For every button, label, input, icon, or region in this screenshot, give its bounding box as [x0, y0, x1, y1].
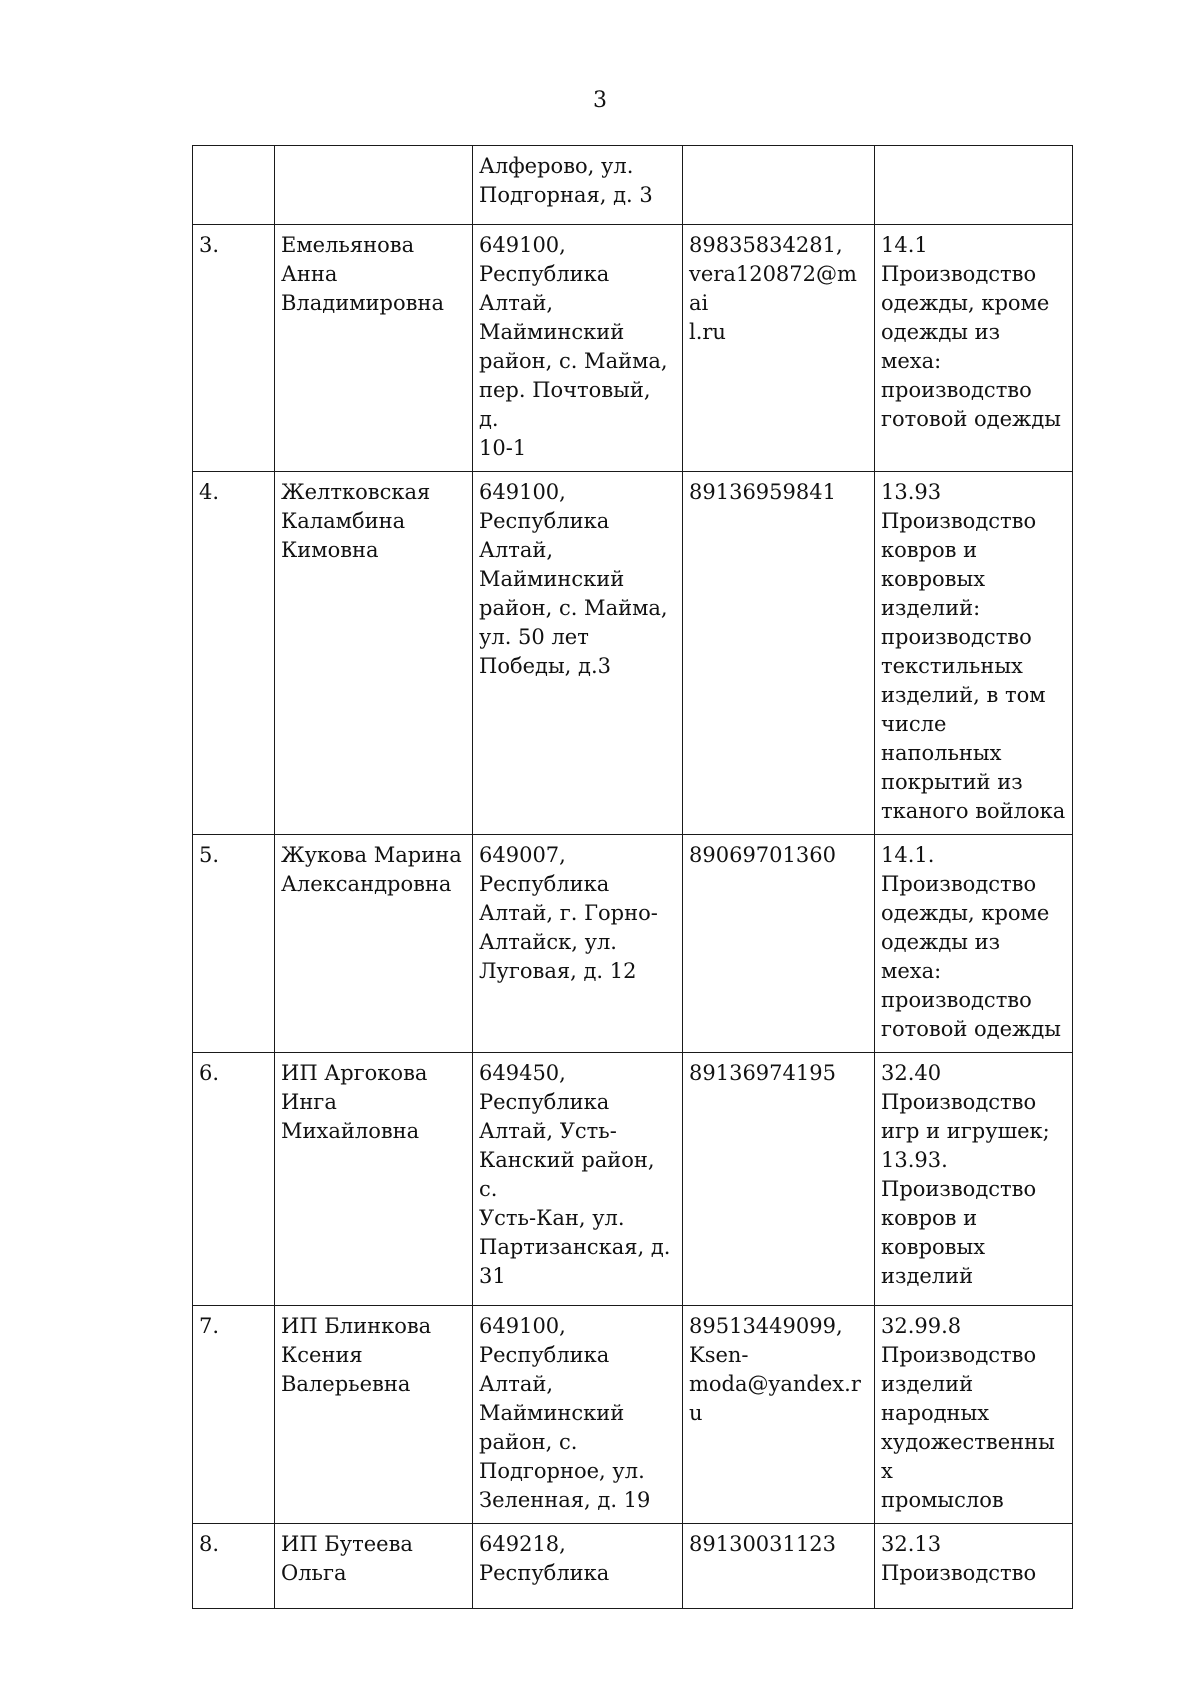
activity-cell: 14.1. Производство одежды, кроме одежды из меха: производство готовой одежды: [875, 835, 1073, 1053]
activity-cell: 14.1 Производство одежды, кроме одежды из меха: производство готовой одежды: [875, 225, 1073, 472]
contact-cell: 89130031123: [683, 1524, 875, 1609]
contact-cell: 89136974195: [683, 1053, 875, 1306]
address-cell: 649100, Республика Алтай, Майминский район, с. Подгорное, ул. Зеленная, д. 19: [473, 1306, 683, 1524]
name-cell: Желтковская Каламбина Кимовна: [275, 472, 473, 835]
activity-cell: 13.93 Производство ковров и ковровых изделий: производство текстильных изделий, в том числе напольных покрытий из тканого войлока: [875, 472, 1073, 835]
table-row: [193, 225, 1073, 472]
contact-cell: 89069701360: [683, 835, 875, 1053]
contact-cell: 89835834281, vera120872@mai l.ru: [683, 225, 875, 472]
contact-cell: 89513449099, Ksen- moda@yandex.ru: [683, 1306, 875, 1524]
table-row: [193, 472, 1073, 835]
table-row: [193, 1053, 1073, 1306]
contact-cell: 89136959841: [683, 472, 875, 835]
address-cell: 649218, Республика: [473, 1524, 683, 1609]
table-row: [193, 835, 1073, 1053]
row-number-cell: 8.: [193, 1524, 275, 1609]
address-cell: 649450, Республика Алтай, Усть- Канский район, с. Усть-Кан, ул. Партизанская, д. 31: [473, 1053, 683, 1306]
name-cell: Жукова Марина Александровна: [275, 835, 473, 1053]
table-row: [193, 146, 1073, 225]
row-number-cell: [193, 146, 275, 225]
name-cell: ИП Бутеева Ольга: [275, 1524, 473, 1609]
row-number-cell: 5.: [193, 835, 275, 1053]
name-cell: [275, 146, 473, 225]
table-row: [193, 1306, 1073, 1524]
activity-cell: 32.99.8 Производство изделий народных художественных промыслов: [875, 1306, 1073, 1524]
address-cell: 649100, Республика Алтай, Майминский район, с. Майма, пер. Почтовый, д. 10-1: [473, 225, 683, 472]
address-cell: 649100, Республика Алтай, Майминский район, с. Майма, ул. 50 лет Победы, д.3: [473, 472, 683, 835]
name-cell: ИП Блинкова Ксения Валерьевна: [275, 1306, 473, 1524]
contact-cell: [683, 146, 875, 225]
row-number-cell: 4.: [193, 472, 275, 835]
name-cell: Емельянова Анна Владимировна: [275, 225, 473, 472]
page-number: 3: [593, 88, 607, 113]
table-row: [193, 1524, 1073, 1609]
address-cell: 649007, Республика Алтай, г. Горно- Алтайск, ул. Луговая, д. 12: [473, 835, 683, 1053]
activity-cell: 32.13 Производство: [875, 1524, 1073, 1609]
name-cell: ИП Аргокова Инга Михайловна: [275, 1053, 473, 1306]
activity-cell: 32.40 Производство игр и игрушек; 13.93. Производство ковров и ковровых изделий: [875, 1053, 1073, 1306]
row-number-cell: 3.: [193, 225, 275, 472]
row-number-cell: 6.: [193, 1053, 275, 1306]
activity-cell: [875, 146, 1073, 225]
row-number-cell: 7.: [193, 1306, 275, 1524]
address-cell: Алферово, ул. Подгорная, д. 3: [473, 146, 683, 225]
registry-table: [192, 145, 1073, 1609]
